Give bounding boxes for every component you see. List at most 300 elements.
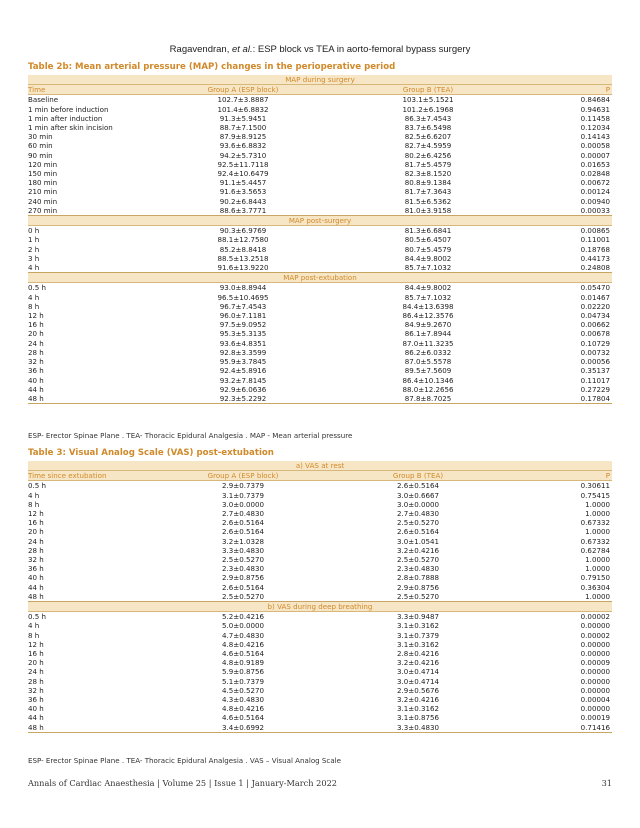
table-cell: 80.8±9.1384 — [404, 178, 452, 188]
table-cell: 2.9±0.8756 — [221, 573, 265, 583]
table-row — [28, 302, 612, 311]
table-cell: 0.00124 — [580, 187, 610, 197]
table-cell: 92.5±11.7118 — [217, 159, 269, 169]
table-cell: 4.5±0.5270 — [221, 685, 265, 695]
table-cell: 0.00004 — [580, 695, 610, 705]
section-header — [28, 602, 612, 612]
column-header: Time — [28, 85, 158, 95]
table-row — [28, 320, 612, 329]
table-cell: 91.3±5.9451 — [219, 113, 267, 123]
table-cell: 92.8±3.3599 — [219, 347, 267, 357]
table-cell: 1 h — [28, 235, 40, 245]
column-header: Time since extubation — [28, 471, 158, 481]
table-cell: 0.35137 — [580, 366, 610, 376]
table-cell: 3.3±0.4830 — [328, 723, 508, 733]
table-cell: 3.0±0.0000 — [396, 499, 440, 509]
table-cell: 95.9±3.7845 — [219, 357, 267, 367]
table-row — [28, 621, 612, 630]
table-cell: 83.7±6.5498 — [404, 123, 452, 133]
table-row — [28, 357, 612, 366]
table-cell: 2 h — [28, 244, 40, 254]
table-cell: 3.1±0.3162 — [396, 704, 440, 714]
table-cell: 0.00002 — [580, 630, 610, 640]
table-cell: 86.4±12.3576 — [402, 311, 454, 321]
table-cell: 2.9±0.8756 — [396, 582, 440, 592]
table-cell: 1 min after induction — [28, 113, 103, 123]
table-2b-footnote: ESP- Erector Spinae Plane . TEA- Thoracic Epidural Analgesia . MAP - Mean arterial pressure — [28, 431, 353, 440]
table-cell: 40 h — [28, 375, 44, 385]
table-cell: 0.75415 — [580, 490, 610, 500]
table-cell: 0.5 h — [28, 283, 47, 293]
table-cell: 0.00002 — [580, 612, 610, 622]
table-row — [28, 686, 612, 695]
table-cell: 2.8±0.4216 — [396, 649, 440, 659]
table-cell: 82.5±6.6207 — [404, 132, 452, 142]
table-cell: 1.0000 — [508, 592, 612, 602]
table-cell: 12 h — [28, 639, 44, 649]
table-cell: 87.0±5.5578 — [404, 357, 452, 367]
table-row — [28, 658, 612, 667]
table-row — [28, 527, 612, 536]
table-row — [28, 197, 612, 206]
table-cell: 86.3±7.4543 — [404, 113, 452, 123]
table-cell: 96.5±10.4695 — [217, 292, 269, 302]
table-cell: 0.00019 — [580, 713, 610, 723]
table-cell: Baseline — [28, 95, 59, 105]
table-row — [28, 546, 612, 555]
table-cell: 96.7±7.4543 — [219, 301, 267, 311]
table-cell: 2.6±0.5164 — [396, 481, 440, 491]
table-cell: 1 min before induction — [28, 104, 109, 114]
column-header: Group B (TEA) — [328, 85, 528, 95]
table-cell: 28 h — [28, 545, 44, 555]
section-label: MAP post-surgery — [28, 216, 612, 226]
table-cell: 24 h — [28, 667, 44, 677]
table-cell: 1.0000 — [585, 555, 610, 565]
table-cell: 2.5±0.5270 — [221, 555, 265, 565]
table-cell: 2.6±0.5164 — [221, 582, 265, 592]
table-cell: 150 min — [28, 169, 58, 179]
table-row — [28, 677, 612, 686]
column-header: Group A (ESP block) — [158, 85, 328, 95]
table-row — [28, 564, 612, 573]
table-cell: 20 h — [28, 329, 44, 339]
table-cell: 93.0±8.8944 — [219, 283, 267, 293]
table-cell: 0 h — [28, 226, 40, 236]
table-row — [28, 713, 612, 722]
table-cell: 3.2±0.4216 — [396, 695, 440, 705]
table-cell: 87.9±8.9125 — [219, 132, 267, 142]
table-cell: 97.5±9.0952 — [219, 320, 267, 330]
table-cell: 36 h — [28, 564, 44, 574]
table-cell: 12 h — [28, 509, 44, 519]
table-cell: 90 min — [28, 150, 53, 160]
table-cell: 0.04734 — [580, 311, 610, 321]
column-header: Group A (ESP block) — [158, 471, 328, 481]
table-cell: 3.1±0.3162 — [396, 639, 440, 649]
table-row — [28, 141, 612, 150]
table-cell: 3.1±0.3162 — [396, 621, 440, 631]
table-cell: 103.1±5.1521 — [402, 95, 454, 105]
table-cell: 4.8±0.9189 — [221, 658, 265, 668]
table-cell: 3.2±0.4216 — [396, 545, 440, 555]
table-cell: 2.9±0.7379 — [221, 481, 265, 491]
table-3-title: Table 3: Visual Analog Scale (VAS) post-extubation — [28, 448, 274, 458]
table-cell: 120 min — [28, 159, 58, 169]
table-cell: 3.0±0.4714 — [396, 667, 440, 677]
table-cell: 2.8±0.7888 — [396, 573, 440, 583]
table-cell: 3.2±0.4216 — [396, 658, 440, 668]
table-row — [28, 178, 612, 187]
table-cell: 3.1±0.8756 — [396, 713, 440, 723]
table-cell: 16 h — [28, 518, 44, 528]
table-cell: 88.0±12.2656 — [402, 384, 454, 394]
table-cell: 0.14143 — [580, 132, 610, 142]
table-2b-title: Table 2b: Mean arterial pressure (MAP) changes in the perioperative period — [28, 62, 396, 72]
table-cell: 101.2±6.1968 — [402, 104, 454, 114]
table-cell: 2.9±0.5676 — [396, 685, 440, 695]
table-row — [28, 293, 612, 302]
table-row — [28, 160, 612, 169]
table-row — [28, 187, 612, 196]
table-cell: 0.00678 — [580, 329, 610, 339]
table-cell: 48 h — [28, 394, 158, 404]
table-row — [28, 481, 612, 491]
table-cell: 3.3±0.4830 — [221, 545, 265, 555]
table-cell: 210 min — [28, 187, 58, 197]
table-cell: 0.67332 — [580, 518, 610, 528]
table-cell: 5.2±0.4216 — [221, 612, 265, 622]
table-3-footnote: ESP- Erector Spinae Plane . TEA- Thoracic Epidural Analgesia . VAS – Visual Analog Scale — [28, 756, 342, 765]
table-row — [28, 573, 612, 582]
page-number: 31 — [601, 778, 612, 788]
table-cell: 4 h — [28, 292, 40, 302]
table-row — [28, 169, 612, 178]
table-row — [28, 592, 612, 602]
table-cell: 3.0±0.0000 — [221, 499, 265, 509]
table-row — [28, 105, 612, 114]
table-cell: 0.00007 — [580, 150, 610, 160]
table-cell: 2.5±0.5270 — [328, 592, 508, 602]
table-cell: 44 h — [28, 384, 44, 394]
table-cell: 85.2±8.8418 — [219, 244, 267, 254]
table-cell: 0.18768 — [580, 244, 610, 254]
table-cell: 0.11001 — [580, 235, 610, 245]
table-cell: 89.5±7.5609 — [404, 366, 452, 376]
table-cell: 81.7±5.4579 — [404, 159, 452, 169]
table-cell: 0.30611 — [580, 481, 610, 491]
table-cell: 3.2±1.0328 — [221, 536, 265, 546]
table-cell: 0.79150 — [580, 573, 610, 583]
table-cell: 1.0000 — [585, 527, 610, 537]
table-cell: 240 min — [28, 196, 58, 206]
table-cell: 48 h — [28, 592, 158, 602]
table-cell: 0.00865 — [580, 226, 610, 236]
table-cell: 0.00033 — [528, 206, 612, 216]
table-cell: 92.3±5.2292 — [158, 394, 328, 404]
table-cell: 2.3±0.4830 — [221, 564, 265, 574]
table-cell: 2.6±0.5164 — [396, 527, 440, 537]
table-cell: 2.6±0.5164 — [221, 527, 265, 537]
table-cell: 32 h — [28, 357, 44, 367]
table-cell: 86.2±6.0332 — [404, 347, 452, 357]
journal-citation: Annals of Cardiac Anaesthesia | Volume 25 | Issue 1 | January-March 2022 — [28, 778, 337, 788]
table-cell: 3.1±0.7379 — [221, 490, 265, 500]
table-row — [28, 263, 612, 273]
table-cell: 84.9±9.2670 — [404, 320, 452, 330]
table-cell: 270 min — [28, 206, 158, 216]
table-cell: 0.27229 — [580, 384, 610, 394]
table-cell: 8 h — [28, 499, 40, 509]
table-cell: 81.3±6.6841 — [404, 226, 452, 236]
table-row — [28, 518, 612, 527]
table-row — [28, 631, 612, 640]
table-cell: 0.00000 — [580, 676, 610, 686]
section-header — [28, 75, 612, 85]
table-row — [28, 394, 612, 404]
table-cell: 88.6±3.7771 — [158, 206, 328, 216]
table-row — [28, 491, 612, 500]
table-cell: 0.94631 — [580, 104, 610, 114]
table-cell: 3.0±0.6667 — [396, 490, 440, 500]
table-cell: 84.4±9.8002 — [404, 253, 452, 263]
table-cell: 96.0±7.1181 — [219, 311, 267, 321]
table-cell: 4.6±0.5164 — [221, 713, 265, 723]
table-cell: 3.4±0.6992 — [158, 723, 328, 733]
table-row — [28, 123, 612, 132]
table-cell: 93.6±4.8351 — [219, 338, 267, 348]
table-row — [28, 235, 612, 244]
table-cell: 86.1±7.8944 — [404, 329, 452, 339]
table-row — [28, 226, 612, 236]
table-cell: 5.0±0.0000 — [221, 621, 265, 631]
table-row — [28, 329, 612, 338]
table-cell: 3 h — [28, 253, 40, 263]
table-cell: 4.3±0.4830 — [221, 695, 265, 705]
table-cell: 16 h — [28, 320, 44, 330]
table-cell: 2.5±0.5270 — [396, 518, 440, 528]
table-row — [28, 695, 612, 704]
table-row — [28, 151, 612, 160]
table-cell: 1.0000 — [585, 509, 610, 519]
table-cell: 0.01653 — [580, 159, 610, 169]
table-cell: 0.84684 — [580, 95, 610, 105]
table-row — [28, 245, 612, 254]
column-header: P — [508, 471, 612, 481]
table-2b — [28, 75, 612, 404]
column-header: Group B (TEA) — [328, 471, 508, 481]
table-cell: 0.5 h — [28, 612, 47, 622]
table-cell: 0.02220 — [580, 301, 610, 311]
table-cell: 0.01467 — [580, 292, 610, 302]
table-cell: 81.7±7.3643 — [404, 187, 452, 197]
table-cell: 93.2±7.8145 — [219, 375, 267, 385]
table-cell: 3.1±0.7379 — [396, 630, 440, 640]
table-cell: 0.00000 — [580, 667, 610, 677]
table-cell: 1 min after skin incision — [28, 123, 113, 133]
table-cell: 0.00000 — [580, 649, 610, 659]
table-cell: 0.05470 — [580, 283, 610, 293]
section-header — [28, 216, 612, 226]
table-cell: 81.0±3.9158 — [328, 206, 528, 216]
table-cell: 0.67332 — [580, 536, 610, 546]
table-cell: 20 h — [28, 658, 44, 668]
section-header — [28, 461, 612, 471]
table-row — [28, 640, 612, 649]
table-cell: 0.17804 — [528, 394, 612, 404]
table-cell: 4 h — [28, 490, 40, 500]
column-header: P — [528, 85, 612, 95]
table-cell: 0.00056 — [580, 357, 610, 367]
table-cell: 4.8±0.4216 — [221, 639, 265, 649]
table-cell: 0.02848 — [580, 169, 610, 179]
table-cell: 44 h — [28, 582, 44, 592]
table-cell: 86.4±10.1346 — [402, 375, 454, 385]
table-cell: 0.44173 — [580, 253, 610, 263]
table-cell: 0.00009 — [580, 658, 610, 668]
table-row — [28, 612, 612, 622]
table-row — [28, 704, 612, 713]
table-cell: 0.11458 — [580, 113, 610, 123]
table-cell: 87.0±11.3235 — [402, 338, 454, 348]
table-cell: 36 h — [28, 366, 44, 376]
table-cell: 0.10729 — [580, 338, 610, 348]
table-cell: 3.0±1.0541 — [396, 536, 440, 546]
table-row — [28, 583, 612, 592]
table-cell: 3.3±0.9487 — [396, 612, 440, 622]
table-row — [28, 667, 612, 676]
table-cell: 20 h — [28, 527, 44, 537]
table-row — [28, 537, 612, 546]
column-header-row — [28, 85, 612, 95]
table-row — [28, 376, 612, 385]
table-cell: 0.00000 — [580, 685, 610, 695]
table-cell: 0.36304 — [580, 582, 610, 592]
section-label: MAP post-extubation — [28, 273, 612, 283]
table-row — [28, 95, 612, 105]
section-label: b) VAS during deep breathing — [28, 602, 612, 612]
table-cell: 2.6±0.5164 — [221, 518, 265, 528]
section-header — [28, 273, 612, 283]
table-row — [28, 283, 612, 293]
table-row — [28, 311, 612, 320]
table-cell: 0.11017 — [580, 375, 610, 385]
table-cell: 1.0000 — [585, 564, 610, 574]
table-cell: 91.6±13.9220 — [158, 263, 328, 273]
table-cell: 0.12034 — [580, 123, 610, 133]
table-cell: 5.1±0.7379 — [221, 676, 265, 686]
table-cell: 4 h — [28, 263, 158, 273]
table-cell: 24 h — [28, 536, 44, 546]
section-label: MAP during surgery — [28, 75, 612, 85]
table-cell: 92.4±5.8916 — [219, 366, 267, 376]
table-cell: 0.00058 — [580, 141, 610, 151]
table-cell: 0.71416 — [508, 723, 612, 733]
table-cell: 84.4±13.6398 — [402, 301, 454, 311]
table-row — [28, 254, 612, 263]
section-label: a) VAS at rest — [28, 461, 612, 471]
table-cell: 4.8±0.4216 — [221, 704, 265, 714]
table-cell: 90.2±6.8443 — [219, 196, 267, 206]
table-cell: 2.5±0.5270 — [396, 555, 440, 565]
table-cell: 80.2±6.4256 — [404, 150, 452, 160]
table-cell: 0.24808 — [528, 263, 612, 273]
table-cell: 92.9±6.0636 — [219, 384, 267, 394]
table-cell: 2.3±0.4830 — [396, 564, 440, 574]
table-row — [28, 500, 612, 509]
table-cell: 88.5±13.2518 — [217, 253, 269, 263]
table-cell: 2.7±0.4830 — [396, 509, 440, 519]
running-head-authors: Ragavendran, — [169, 44, 232, 55]
table-cell: 2.5±0.5270 — [158, 592, 328, 602]
table-row — [28, 206, 612, 216]
table-cell: 0.5 h — [28, 481, 47, 491]
table-row — [28, 366, 612, 375]
table-cell: 82.7±4.5959 — [404, 141, 452, 151]
table-cell: 60 min — [28, 141, 53, 151]
table-cell: 32 h — [28, 685, 44, 695]
table-cell: 8 h — [28, 630, 40, 640]
running-head — [0, 44, 640, 55]
table-row — [28, 555, 612, 564]
table-cell: 2.7±0.4830 — [221, 509, 265, 519]
table-cell: 4 h — [28, 621, 40, 631]
table-cell: 1.0000 — [585, 499, 610, 509]
table-cell: 44 h — [28, 713, 44, 723]
table-cell: 180 min — [28, 178, 58, 188]
table-row — [28, 348, 612, 357]
table-row — [28, 339, 612, 348]
table-cell: 0.00672 — [580, 178, 610, 188]
table-cell: 24 h — [28, 338, 44, 348]
page-footer — [28, 778, 612, 788]
table-row — [28, 385, 612, 394]
table-cell: 0.00000 — [580, 621, 610, 631]
table-cell: 84.4±9.8002 — [404, 283, 452, 293]
table-cell: 80.5±6.4507 — [404, 235, 452, 245]
table-cell: 4.7±0.4830 — [221, 630, 265, 640]
table-cell: 102.7±3.8887 — [217, 95, 269, 105]
table-row — [28, 649, 612, 658]
table-cell: 0.00000 — [580, 704, 610, 714]
table-cell: 82.3±8.1520 — [404, 169, 452, 179]
table-cell: 93.6±6.8832 — [219, 141, 267, 151]
table-cell: 85.7±7.1032 — [404, 292, 452, 302]
table-row — [28, 132, 612, 141]
table-cell: 0.62784 — [580, 545, 610, 555]
table-cell: 5.9±0.8756 — [221, 667, 265, 677]
table-cell: 0.00000 — [580, 639, 610, 649]
table-cell: 40 h — [28, 704, 44, 714]
table-cell: 0.00732 — [580, 347, 610, 357]
table-cell: 32 h — [28, 555, 44, 565]
table-cell: 94.2±5.7310 — [219, 150, 267, 160]
table-cell: 101.4±6.8832 — [217, 104, 269, 114]
table-cell: 48 h — [28, 723, 158, 733]
table-cell: 92.4±10.6479 — [217, 169, 269, 179]
table-cell: 36 h — [28, 695, 44, 705]
table-cell: 3.0±0.4714 — [396, 676, 440, 686]
table-cell: 0.00940 — [580, 196, 610, 206]
table-cell: 8 h — [28, 301, 40, 311]
table-cell: 87.8±8.7025 — [328, 394, 528, 404]
table-cell: 81.5±6.5362 — [404, 196, 452, 206]
running-head-title: : ESP block vs TEA in aorto-femoral bypass surgery — [252, 44, 471, 55]
column-header-row — [28, 471, 612, 481]
table-3 — [28, 461, 612, 733]
table-cell: 4.6±0.5164 — [221, 649, 265, 659]
table-cell: 88.1±12.7580 — [217, 235, 269, 245]
